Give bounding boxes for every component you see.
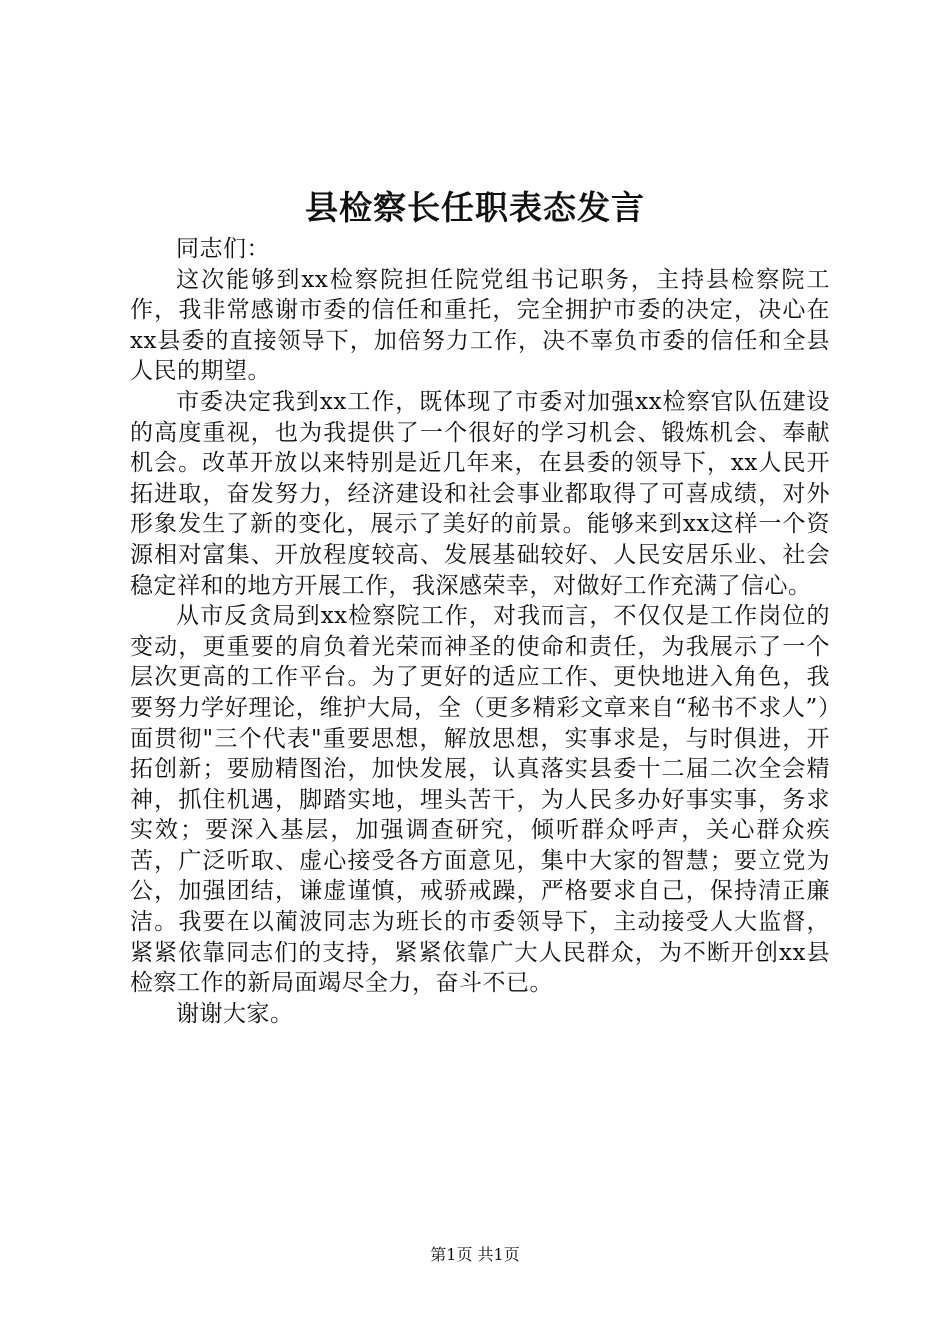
document-body xyxy=(130,234,830,1029)
body-paragraph-1: 这次能够到xx检察院担任院党组书记职务，主持县检察院工作，我非常感谢市委的信任和重托，完全拥护市委的决定，决心在xx县委的直接领导下，加倍努力工作，决不辜负市委的信任和全县人民的期望。 xyxy=(130,266,830,385)
closing-paragraph: 谢谢大家。 xyxy=(176,1000,294,1027)
salutation-paragraph: 同志们： xyxy=(176,236,270,262)
page-footer: 第1页 共1页 xyxy=(430,1245,520,1264)
body-paragraph-2: 市委决定我到xx工作，既体现了市委对加强xx检察官队伍建设的高度重视，也为我提供了一个很好的学习机会、锻炼机会、奉献机会。改革开放以来特别是近几年来，在县委的领导下，xx人民开拓进取，奋发努力，经济建设和社会事业都取得了可喜成绩，对外形象发生了新的变化，展示了美好的前景。能够来到xx这样一个资源相对富集、开放程度较高、发展基础较好、人民安居乐业、社会稳定祥和的地方开展工作，我深感荣幸，对做好工作充满了信心。 xyxy=(130,388,830,599)
document-title: 县检察长任职表态发言 xyxy=(305,188,645,227)
body-paragraph-3: 从市反贪局到xx检察院工作，对我而言，不仅仅是工作岗位的变动，更重要的肩负着光荣而神圣的使命和责任，为我展示了一个层次更高的工作平台。为了更好的适应工作、更快地进入角色，我要努力学好理论，维护大局，全（更多精彩文章来自“秘书不求人”）面贯彻"三个代表"重要思想，解放思想，实事求是，与时俱进，开拓创新；要励精图治，加快发展，认真落实县委十二届二次全会精神，抓住机遇，脚踏实地，埋头苦干，为人民多办好事实事，务求实效；要深入基层，加强调查研究，倾听群众呼声，关心群众疾苦，广泛听取、虚心接受各方面意见，集中大家的智慧；要立党为公，加强团结，谦虚谨慎，戒骄戒躁，严格要求自己，保持清正廉洁。我要在以蔺波同志为班长的市委领导下，主动接受人大监督，紧紧依靠同志们的支持，紧紧依靠广大人民群众，为不断开创xx县检察工作的新局面竭尽全力，奋斗不已。 xyxy=(130,603,830,997)
